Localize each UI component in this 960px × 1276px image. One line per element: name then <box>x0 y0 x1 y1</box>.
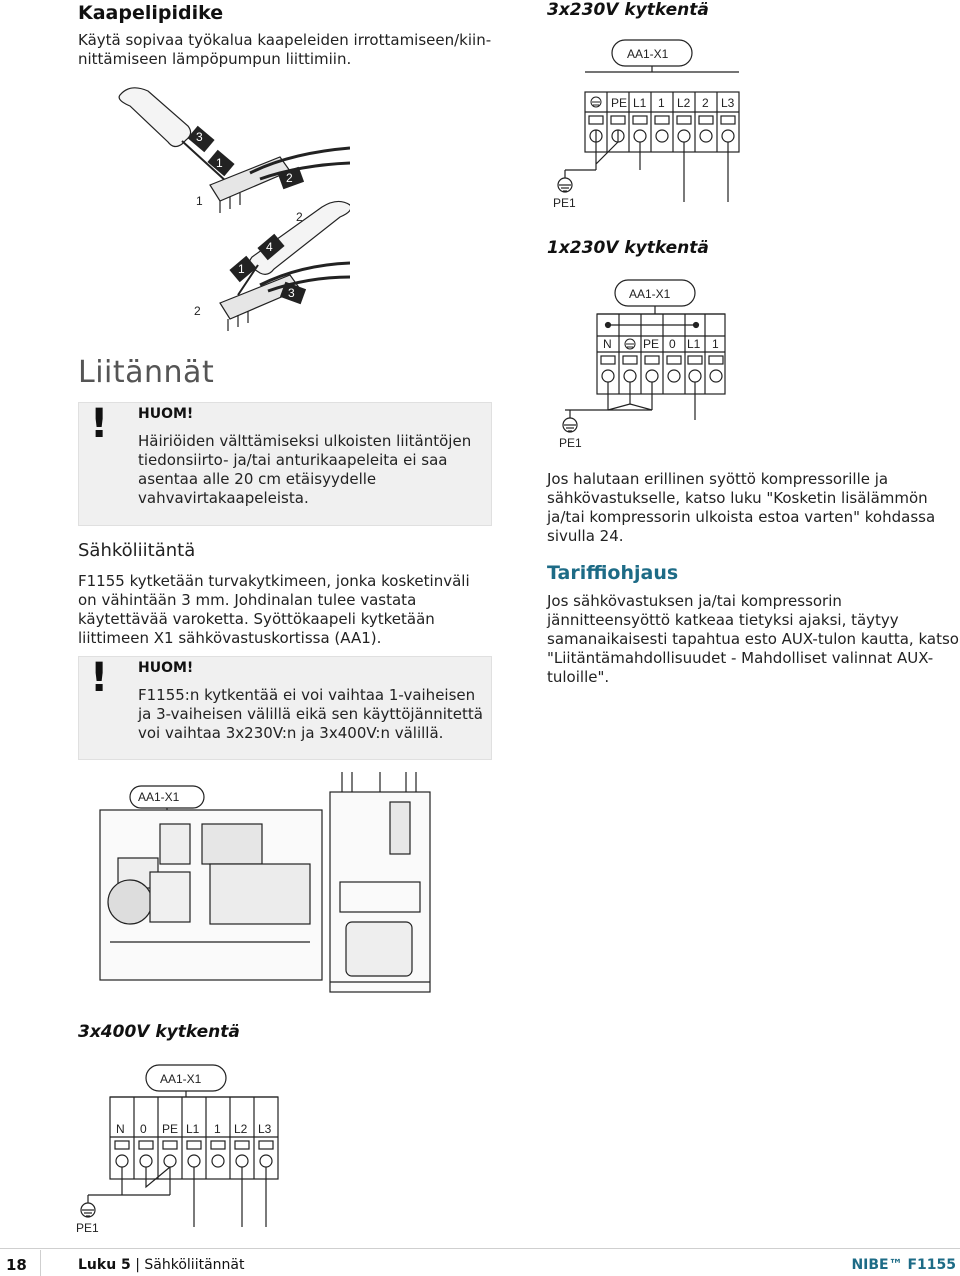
section-title-tariffiohjaus: Tariffiohjaus <box>547 562 679 584</box>
step-label: 3 <box>288 286 295 300</box>
terminal-label: L1 <box>186 1122 200 1136</box>
footer-chapter-name: Sähköliitännät <box>144 1257 245 1273</box>
terminal-block-label: AA1-X1 <box>160 1072 202 1086</box>
wiring-diagram-1x230 <box>545 270 745 455</box>
tariff-text: Jos sähkövastuksen ja/tai kompressorin jännitteensyöttö katkeaa tietyksi ajaksi, täytyy samanaikaisesti tapahtua esto AUX-tulon kautta, katso "Liitäntämahdollisuudet - Mahdolliset valinnat AUX-tuloille". <box>547 592 959 686</box>
ground-label: PE1 <box>553 196 576 210</box>
terminal-label: 2 <box>702 96 709 110</box>
step-label: 2 <box>296 210 303 224</box>
terminal-label: PE <box>162 1122 179 1136</box>
terminal-label: 1 <box>712 337 719 351</box>
wiring-diagram-3x400 <box>70 1055 290 1240</box>
step-label: 3 <box>196 130 203 144</box>
terminal-block-label: AA1-X1 <box>629 287 671 301</box>
page-number: 18 <box>6 1256 27 1274</box>
section-title-kaapelipidike: Kaapelipidike <box>78 2 224 24</box>
terminal-label: N <box>116 1122 125 1136</box>
terminal-label: PE <box>611 96 628 110</box>
cable-holder-illustration <box>110 75 350 335</box>
terminal-label: L3 <box>258 1122 272 1136</box>
terminal-label: L2 <box>234 1122 248 1136</box>
terminal-label: 1 <box>658 96 665 110</box>
terminal-label: PE <box>643 337 660 351</box>
note-heading: HUOM! <box>138 406 194 422</box>
warning-icon: ! <box>90 401 109 447</box>
footer-chapter <box>78 1257 244 1273</box>
diagram-title-3x230: 3x230V kytkentä <box>547 0 709 20</box>
terminal-label: L2 <box>677 96 691 110</box>
footer-divider <box>40 1250 41 1276</box>
ground-label: PE1 <box>559 436 582 450</box>
kaapelipidike-text: Käytä sopivaa työkalua kaapeleiden irrottamiseen/kiin-nittämiseen lämpöpumpun liittimiin. <box>78 31 492 68</box>
terminal-label: 0 <box>140 1122 147 1136</box>
sahkoliitanta-text: F1155 kytketään turvakytkimeen, jonka kosketinväli on vähintään 3 mm. Johdinalan tulee vastata käytettävää varoketta. Syöttökaapeli kytketään liittimeen X1 sähkövastuskortissa (AA1). <box>78 572 470 647</box>
step-label: 2 <box>286 171 293 185</box>
step-label: 4 <box>266 240 273 254</box>
step-label: 1 <box>238 262 245 276</box>
terminal-label: N <box>603 337 612 351</box>
note-heading: HUOM! <box>138 660 194 676</box>
footer-brand: NIBE™ F1155 <box>851 1257 956 1273</box>
footer-rule <box>0 1248 960 1249</box>
heat-pump-unit-diagram <box>90 772 450 1002</box>
section-title-liitannat: Liitännät <box>78 355 215 390</box>
terminal-label: L1 <box>687 337 701 351</box>
terminal-label: 0 <box>669 337 676 351</box>
diagram-title-3x400: 3x400V kytkentä <box>78 1022 240 1042</box>
step-label: 1 <box>216 156 223 170</box>
footer-separator: | <box>135 1257 140 1273</box>
separate-supply-text: Jos halutaan erillinen syöttö kompressorille ja sähkövastukselle, katso luku "Kosketin lisälämmön ja/tai kompressorin ulkoista estoa varten" kohdassa sivulla 24. <box>547 470 936 545</box>
diagram-title-1x230: 1x230V kytkentä <box>547 238 709 258</box>
terminal-label: 1 <box>214 1122 221 1136</box>
terminal-block-label: AA1-X1 <box>138 790 180 804</box>
footer-chapter-number: Luku 5 <box>78 1257 131 1273</box>
note-text: F1155:n kytkentää ei voi vaihtaa 1-vaiheisen ja 3-vaiheisen välillä eikä sen käyttöjännitettä voi vaihtaa 3x230V:n ja 3x400V:n välillä. <box>138 686 483 742</box>
wiring-diagram-3x230 <box>545 30 760 215</box>
terminal-block-label: AA1-X1 <box>627 47 669 61</box>
ground-label: PE1 <box>76 1221 99 1235</box>
step-label: 2 <box>194 304 201 318</box>
terminal-label: L3 <box>721 96 735 110</box>
section-title-sahkoliitanta: Sähköliitäntä <box>78 540 196 561</box>
terminal-label: L1 <box>633 96 647 110</box>
warning-icon: ! <box>90 655 109 701</box>
note-text: Häiriöiden välttämiseksi ulkoisten liitäntöjen tiedonsiirto- ja/tai anturikaapeleita ei saa asentaa alle 20 cm etäisyydelle vahvavirtakaapeleista. <box>138 432 472 507</box>
step-label: 1 <box>196 194 203 208</box>
